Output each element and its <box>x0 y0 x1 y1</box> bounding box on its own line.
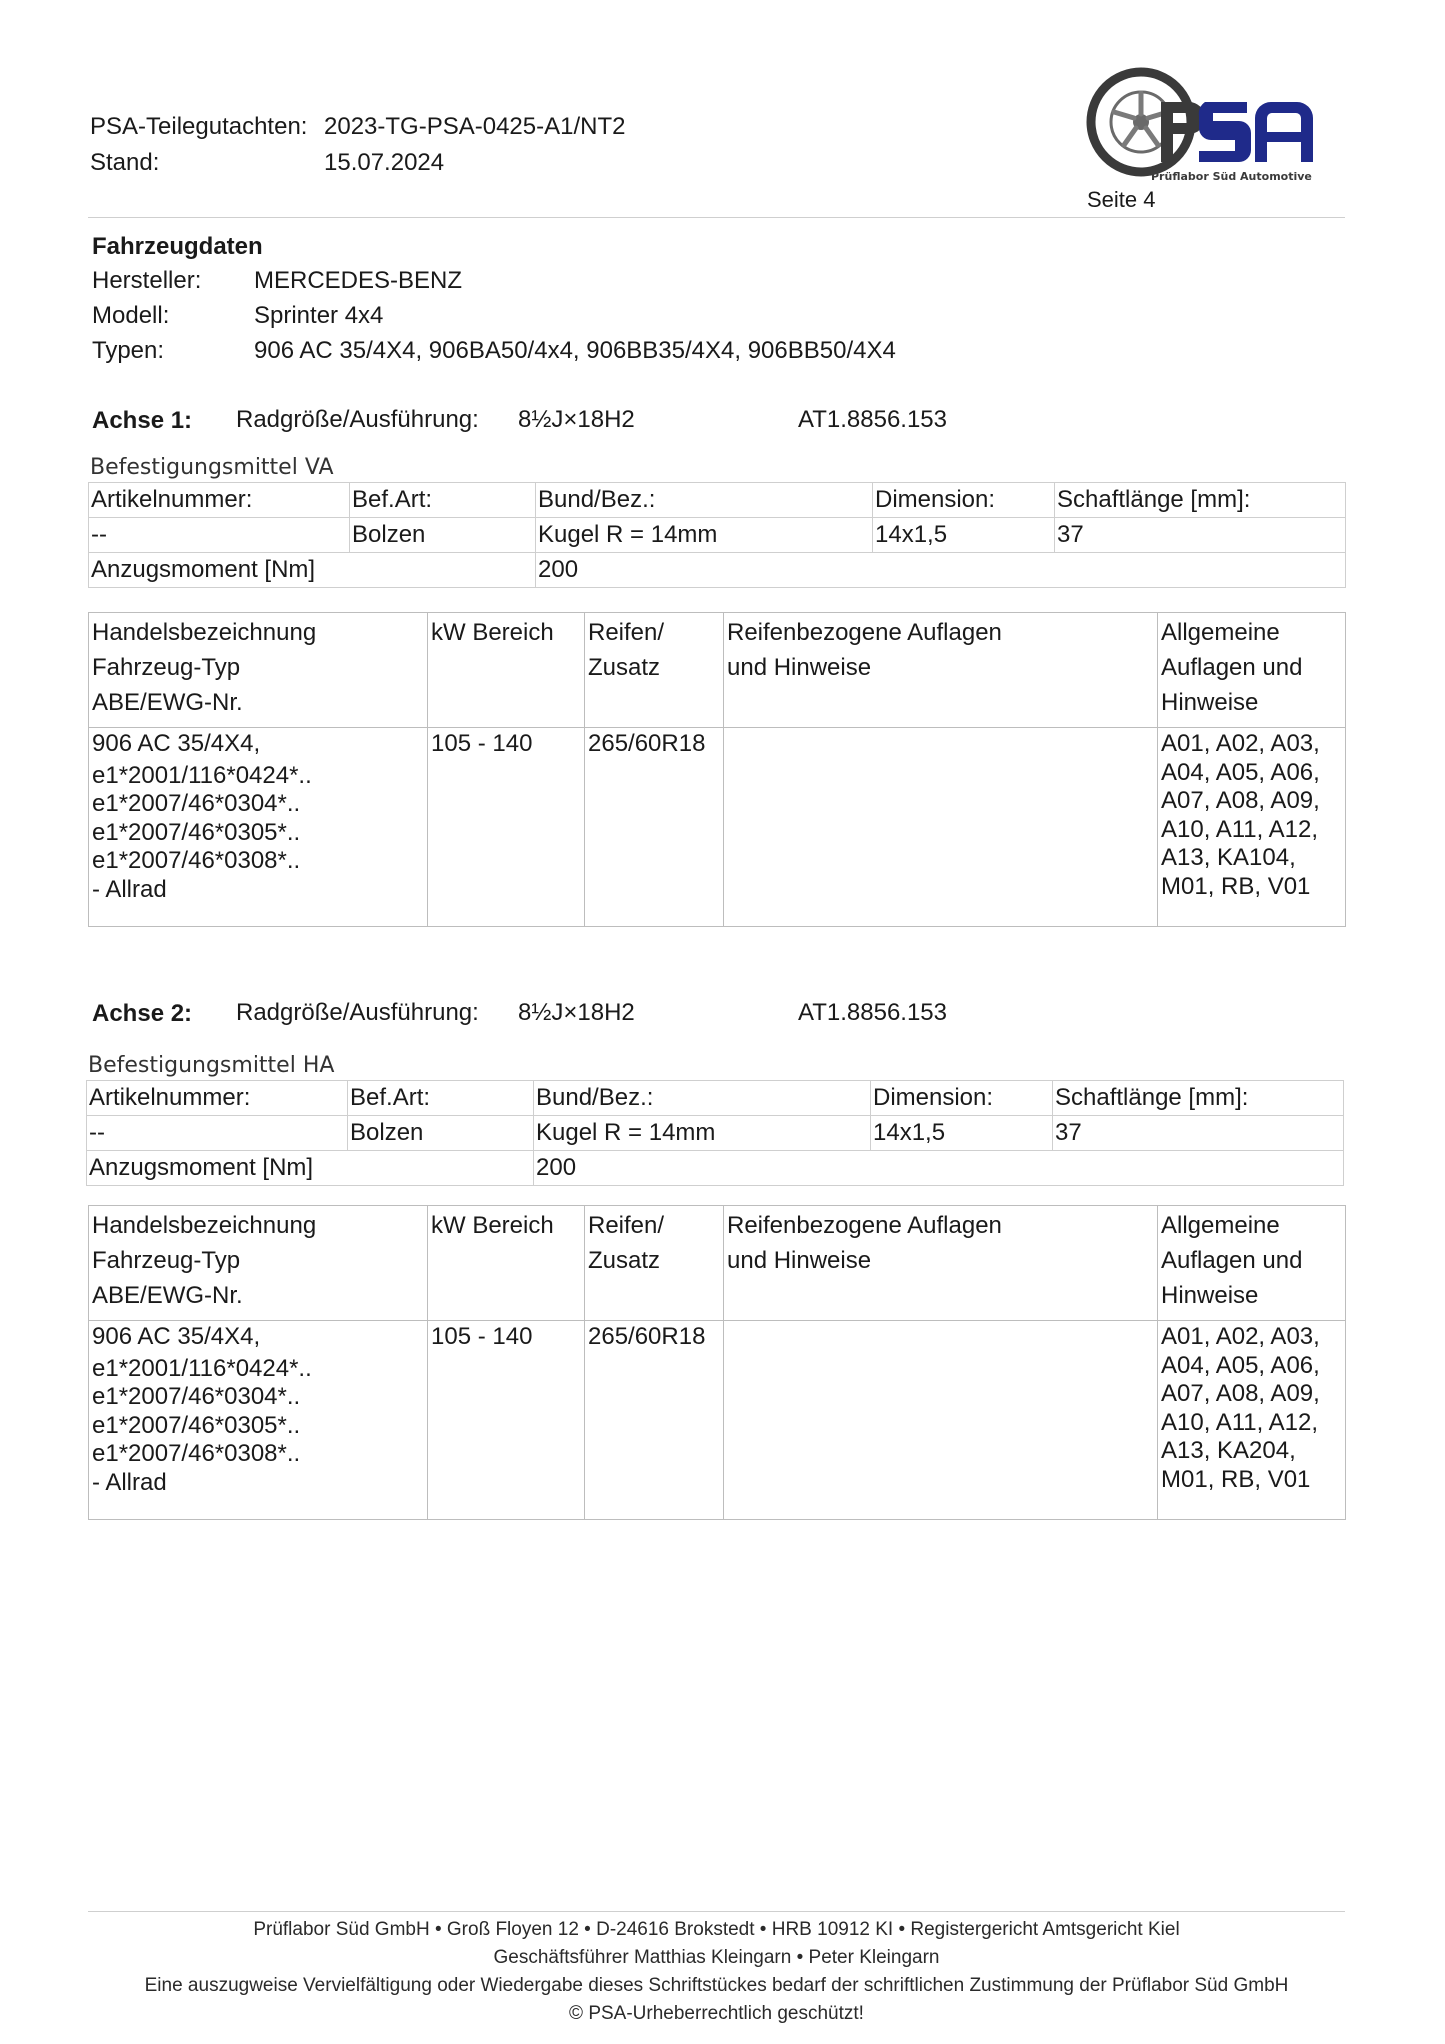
allgemeine-cell <box>1158 1321 1346 1520</box>
bef-header-cell: Bund/Bez.: <box>534 1081 871 1116</box>
header-line: kW Bereich <box>431 1212 554 1239</box>
axle2-radgroesse-label: Radgröße/Ausführung: <box>236 999 479 1026</box>
header-line: Fahrzeug-Typ <box>92 1247 241 1274</box>
header-line: Handelsbezeichnung <box>92 1212 317 1239</box>
type-line: 906 AC 35/4X4, <box>92 1323 261 1350</box>
bef-value-cell: 37 <box>1053 1116 1344 1151</box>
header-reifen <box>585 613 724 728</box>
vehicle-heading: Fahrzeugdaten <box>92 233 263 260</box>
bef-value-cell: 14x1,5 <box>871 1116 1053 1151</box>
header-line: Zusatz <box>588 654 661 681</box>
footer <box>88 1916 1345 2028</box>
header-allgemeine <box>1158 1206 1346 1321</box>
auflage-line: M01, RB, V01 <box>1161 872 1311 900</box>
bef-value-cell: Bolzen <box>348 1116 534 1151</box>
header-allgemeine <box>1158 613 1346 728</box>
header-line: Zusatz <box>588 1247 661 1274</box>
axle1-anzug-row <box>89 553 1346 588</box>
axle2-bef-table <box>86 1080 1344 1186</box>
type-line: 906 AC 35/4X4, <box>92 730 261 757</box>
header-line: Hinweise <box>1161 689 1259 716</box>
axle1-vehicle-table <box>88 612 1346 927</box>
bef-value-cell: Kugel R = 14mm <box>534 1116 871 1151</box>
axle1-bef-header-row <box>89 483 1346 518</box>
auflage-line: A13, KA204, <box>1161 1437 1296 1464</box>
footer-protected: © PSA-Urheberrechtlich geschützt! <box>569 2003 864 2024</box>
axle1-bef-table <box>88 482 1346 588</box>
bef-header-cell: Schaftlänge [mm]: <box>1053 1081 1344 1116</box>
psa-logo <box>1085 66 1340 186</box>
axle2-anzug-row <box>87 1151 1344 1186</box>
footer-company: Prüflabor Süd GmbH • Groß Floyen 12 • D-24616 Brokstedt • HRB 10912 KI • Registergericht Amtsgericht Kiel <box>253 1919 1180 1940</box>
header-reifenbezogene <box>724 1206 1158 1321</box>
reifen-auflagen-cell <box>724 728 1158 927</box>
auflage-line: A10, A11, A12, <box>1161 1408 1319 1436</box>
modell-label: Modell: <box>92 302 170 329</box>
axle1-bef-caption: Befestigungsmittel VA <box>90 455 334 480</box>
auflage-line: A10, A11, A12, <box>1161 815 1319 843</box>
footer-rule <box>88 1911 1345 1912</box>
header-line: Reifen/ <box>588 619 665 646</box>
reifen-value: 265/60R18 <box>588 730 706 757</box>
header-rule <box>88 217 1345 218</box>
bef-value-cell: Bolzen <box>350 518 536 553</box>
bef-header-cell: Schaftlänge [mm]: <box>1055 483 1346 518</box>
psa-logo-graphic <box>1085 66 1340 186</box>
header-line: und Hinweise <box>727 654 872 681</box>
footer-copyright-notice: Eine auszugweise Vervielfältigung oder Wiedergabe dieses Schriftstückes bedarf der schriftlichen Zustimmung der Prüflabor Süd GmbH <box>144 1975 1289 1996</box>
anzug-label: Anzugsmoment [Nm] <box>89 553 536 588</box>
auflage-line: A04, A05, A06, <box>1161 1351 1320 1379</box>
axle2-table-header <box>89 1206 1346 1321</box>
footer-management: Geschäftsführer Matthias Kleingarn • Peter Kleingarn <box>493 1947 940 1968</box>
header-line: Allgemeine <box>1161 1212 1280 1239</box>
header-kw <box>428 1206 585 1321</box>
type-line: - Allrad <box>92 875 167 903</box>
axle2-bef-header-row <box>87 1081 1344 1116</box>
page-number: Seite 4 <box>1087 187 1156 212</box>
bef-value-cell: 14x1,5 <box>873 518 1055 553</box>
axle2-radgroesse-value: 8½J×18H2 <box>518 999 635 1026</box>
modell-value: Sprinter 4x4 <box>254 302 384 329</box>
axle1-bef-value-row <box>89 518 1346 553</box>
axle2-title: Achse 2: <box>92 1000 193 1027</box>
bef-value-cell: 37 <box>1055 518 1346 553</box>
axle1-table-header <box>89 613 1346 728</box>
table-row <box>89 728 1346 927</box>
anzug-value: 200 <box>536 553 1346 588</box>
stand-date: 15.07.2024 <box>324 149 445 176</box>
bef-value-cell: Kugel R = 14mm <box>536 518 873 553</box>
reifen-auflagen-cell <box>724 1321 1158 1520</box>
axle2-code: AT1.8856.153 <box>798 999 948 1026</box>
type-line: e1*2007/46*0308*.. <box>92 1440 301 1467</box>
type-line: e1*2007/46*0305*.. <box>92 1411 301 1439</box>
stand-label: Stand: <box>90 149 160 176</box>
auflage-line: A04, A05, A06, <box>1161 758 1320 786</box>
header-line: Auflagen und <box>1161 1247 1303 1274</box>
vehicle-type-cell <box>89 1321 428 1520</box>
header-line: Allgemeine <box>1161 619 1280 646</box>
gutachten-number: 2023-TG-PSA-0425-A1/NT2 <box>324 113 626 140</box>
axle2-bef-caption: Befestigungsmittel HA <box>88 1053 335 1078</box>
hersteller-value: MERCEDES-BENZ <box>254 267 463 294</box>
axle1-code: AT1.8856.153 <box>798 406 948 433</box>
header-reifenbezogene <box>724 613 1158 728</box>
bef-value-cell: -- <box>87 1116 348 1151</box>
bef-header-cell: Bef.Art: <box>350 483 536 518</box>
axle1-radgroesse-value: 8½J×18H2 <box>518 406 635 433</box>
kw-cell <box>428 1321 585 1520</box>
type-line: e1*2007/46*0304*.. <box>92 790 301 817</box>
typen-label: Typen: <box>92 337 165 364</box>
logo-subtitle: Prüflabor Süd Automotive <box>1151 170 1312 183</box>
axle1-radgroesse-label: Radgröße/Ausführung: <box>236 406 479 433</box>
reifen-cell <box>585 1321 724 1520</box>
header-line: Fahrzeug-Typ <box>92 654 241 681</box>
header-line: Hinweise <box>1161 1282 1259 1309</box>
header-line: ABE/EWG-Nr. <box>92 689 243 716</box>
header-handelsbezeichnung <box>89 613 428 728</box>
auflage-line: A13, KA104, <box>1161 844 1296 871</box>
type-line: e1*2007/46*0305*.. <box>92 818 301 846</box>
header-line: Handelsbezeichnung <box>92 619 317 646</box>
anzug-label: Anzugsmoment [Nm] <box>87 1151 534 1186</box>
type-line: e1*2007/46*0308*.. <box>92 847 301 874</box>
kw-value: 105 - 140 <box>431 730 533 757</box>
type-line: - Allrad <box>92 1468 167 1496</box>
gutachten-label: PSA-Teilegutachten: <box>90 113 308 140</box>
type-line: e1*2001/116*0424*.. <box>92 761 312 789</box>
bef-header-cell: Artikelnummer: <box>89 483 350 518</box>
header-line: Reifenbezogene Auflagen <box>727 1212 1002 1239</box>
reifen-value: 265/60R18 <box>588 1323 706 1350</box>
header-line: ABE/EWG-Nr. <box>92 1282 243 1309</box>
bef-value-cell: -- <box>89 518 350 553</box>
header-kw <box>428 613 585 728</box>
auflage-line: A01, A02, A03, <box>1161 1323 1320 1350</box>
header-reifen <box>585 1206 724 1321</box>
vehicle-type-cell <box>89 728 428 927</box>
header-line: und Hinweise <box>727 1247 872 1274</box>
auflage-line: M01, RB, V01 <box>1161 1465 1311 1493</box>
kw-cell <box>428 728 585 927</box>
type-line: e1*2001/116*0424*.. <box>92 1354 312 1382</box>
bef-header-cell: Artikelnummer: <box>87 1081 348 1116</box>
header-line: Reifenbezogene Auflagen <box>727 619 1002 646</box>
bef-header-cell: Dimension: <box>873 483 1055 518</box>
allgemeine-cell <box>1158 728 1346 927</box>
hersteller-label: Hersteller: <box>92 267 202 294</box>
bef-header-cell: Bund/Bez.: <box>536 483 873 518</box>
reifen-cell <box>585 728 724 927</box>
axle2-vehicle-table <box>88 1205 1346 1520</box>
axle1-title: Achse 1: <box>92 407 193 434</box>
bef-header-cell: Bef.Art: <box>348 1081 534 1116</box>
auflage-line: A07, A08, A09, <box>1161 787 1320 814</box>
auflage-line: A01, A02, A03, <box>1161 730 1320 757</box>
bef-header-cell: Dimension: <box>871 1081 1053 1116</box>
header-line: Reifen/ <box>588 1212 665 1239</box>
header-handelsbezeichnung <box>89 1206 428 1321</box>
type-line: e1*2007/46*0304*.. <box>92 1383 301 1410</box>
header-line: Auflagen und <box>1161 654 1303 681</box>
kw-value: 105 - 140 <box>431 1323 533 1350</box>
auflage-line: A07, A08, A09, <box>1161 1380 1320 1407</box>
typen-value: 906 AC 35/4X4, 906BA50/4x4, 906BB35/4X4, 906BB50/4X4 <box>254 337 896 364</box>
table-row <box>89 1321 1346 1520</box>
axle2-bef-value-row <box>87 1116 1344 1151</box>
header-line: kW Bereich <box>431 619 554 646</box>
anzug-value: 200 <box>534 1151 1344 1186</box>
